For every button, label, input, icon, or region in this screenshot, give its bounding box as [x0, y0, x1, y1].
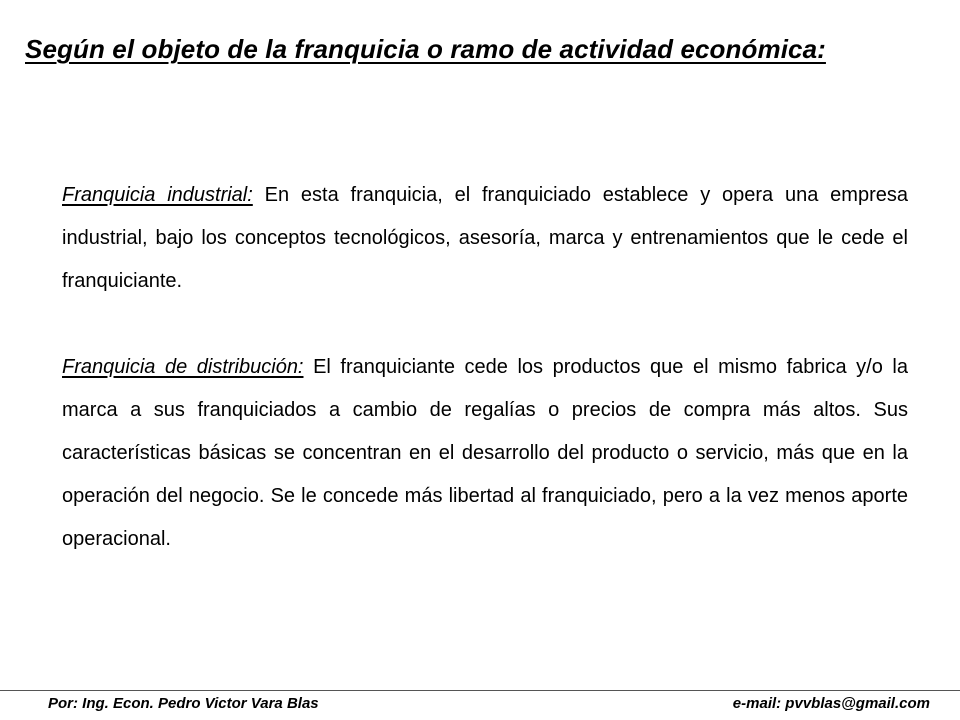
slide-title: Según el objeto de la franquicia o ramo de actividad económica:	[25, 34, 826, 64]
term-distribucion: Franquicia de distribución:	[62, 356, 304, 378]
definition-industrial: En esta franquicia, el franquiciado establece y opera una empresa industrial, bajo los conceptos tecnológicos, asesoría, marca y entrenamientos que le cede el franquiciante.	[62, 184, 908, 292]
slide-body	[62, 174, 908, 561]
paragraph-industrial	[62, 174, 908, 303]
footer-author: Por: Ing. Econ. Pedro Victor Vara Blas	[48, 695, 319, 712]
definition-distribucion: El franquiciante cede los productos que el mismo fabrica y/o la marca a sus franquiciados a cambio de regalías o precios de compra más altos. Sus características básicas se concentran en el desarrollo del producto o servicio, más que en la operación del negocio. Se le concede más libertad al franquiciado, pero a la vez menos aporte operacional.	[62, 356, 908, 550]
footer-divider	[0, 690, 960, 691]
paragraph-distribucion	[62, 346, 908, 561]
footer-email: e-mail: pvvblas@gmail.com	[732, 695, 930, 712]
term-industrial: Franquicia industrial:	[62, 184, 253, 206]
